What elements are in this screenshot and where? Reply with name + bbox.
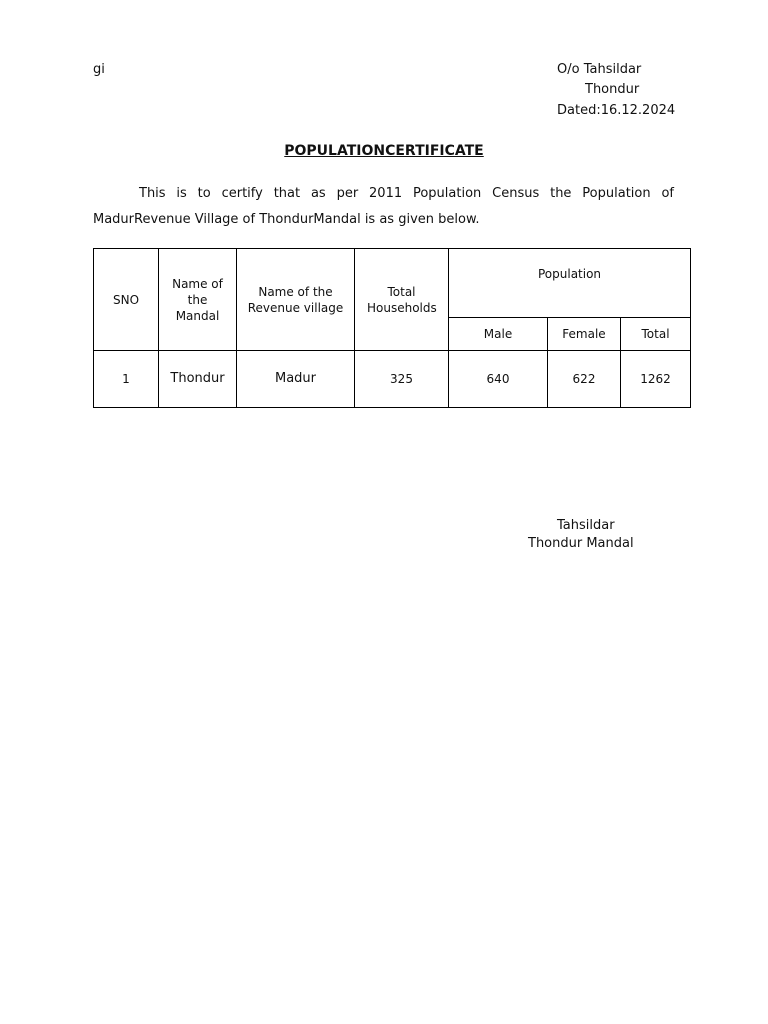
signatory-designation: Tahsildar [557, 518, 615, 533]
cell-male: 640 [449, 351, 548, 408]
document-title: POPULATIONCERTIFICATE [284, 143, 484, 159]
header-mandal: Name of the Mandal [159, 249, 237, 351]
cell-total: 1262 [621, 351, 691, 408]
office-name: O/o Tahsildar [557, 62, 642, 77]
header-total: Total [621, 318, 691, 351]
header-households: Total Households [355, 249, 449, 351]
header-village: Name of the Revenue village [237, 249, 355, 351]
cell-households: 325 [355, 351, 449, 408]
date-line: Dated:16.12.2024 [557, 103, 676, 118]
office-place: Thondur [585, 82, 640, 97]
cell-sno: 1 [94, 351, 159, 408]
signatory-office: Thondur Mandal [528, 536, 634, 551]
header-male: Male [449, 318, 548, 351]
table-row [94, 351, 691, 408]
population-table [93, 248, 691, 408]
cell-village: Madur [237, 351, 355, 408]
table-header-row [94, 249, 691, 318]
header-sno: SNO [94, 249, 159, 351]
header-population: Population [449, 249, 691, 318]
certificate-paragraph: This is to certify that as per 2011 Population Census the Population of MadurRevenue Village of ThondurMandal is as given below. [93, 186, 674, 227]
reference-code: gi [93, 62, 105, 77]
cell-female: 622 [548, 351, 621, 408]
header-female: Female [548, 318, 621, 351]
cell-mandal: Thondur [159, 351, 237, 408]
